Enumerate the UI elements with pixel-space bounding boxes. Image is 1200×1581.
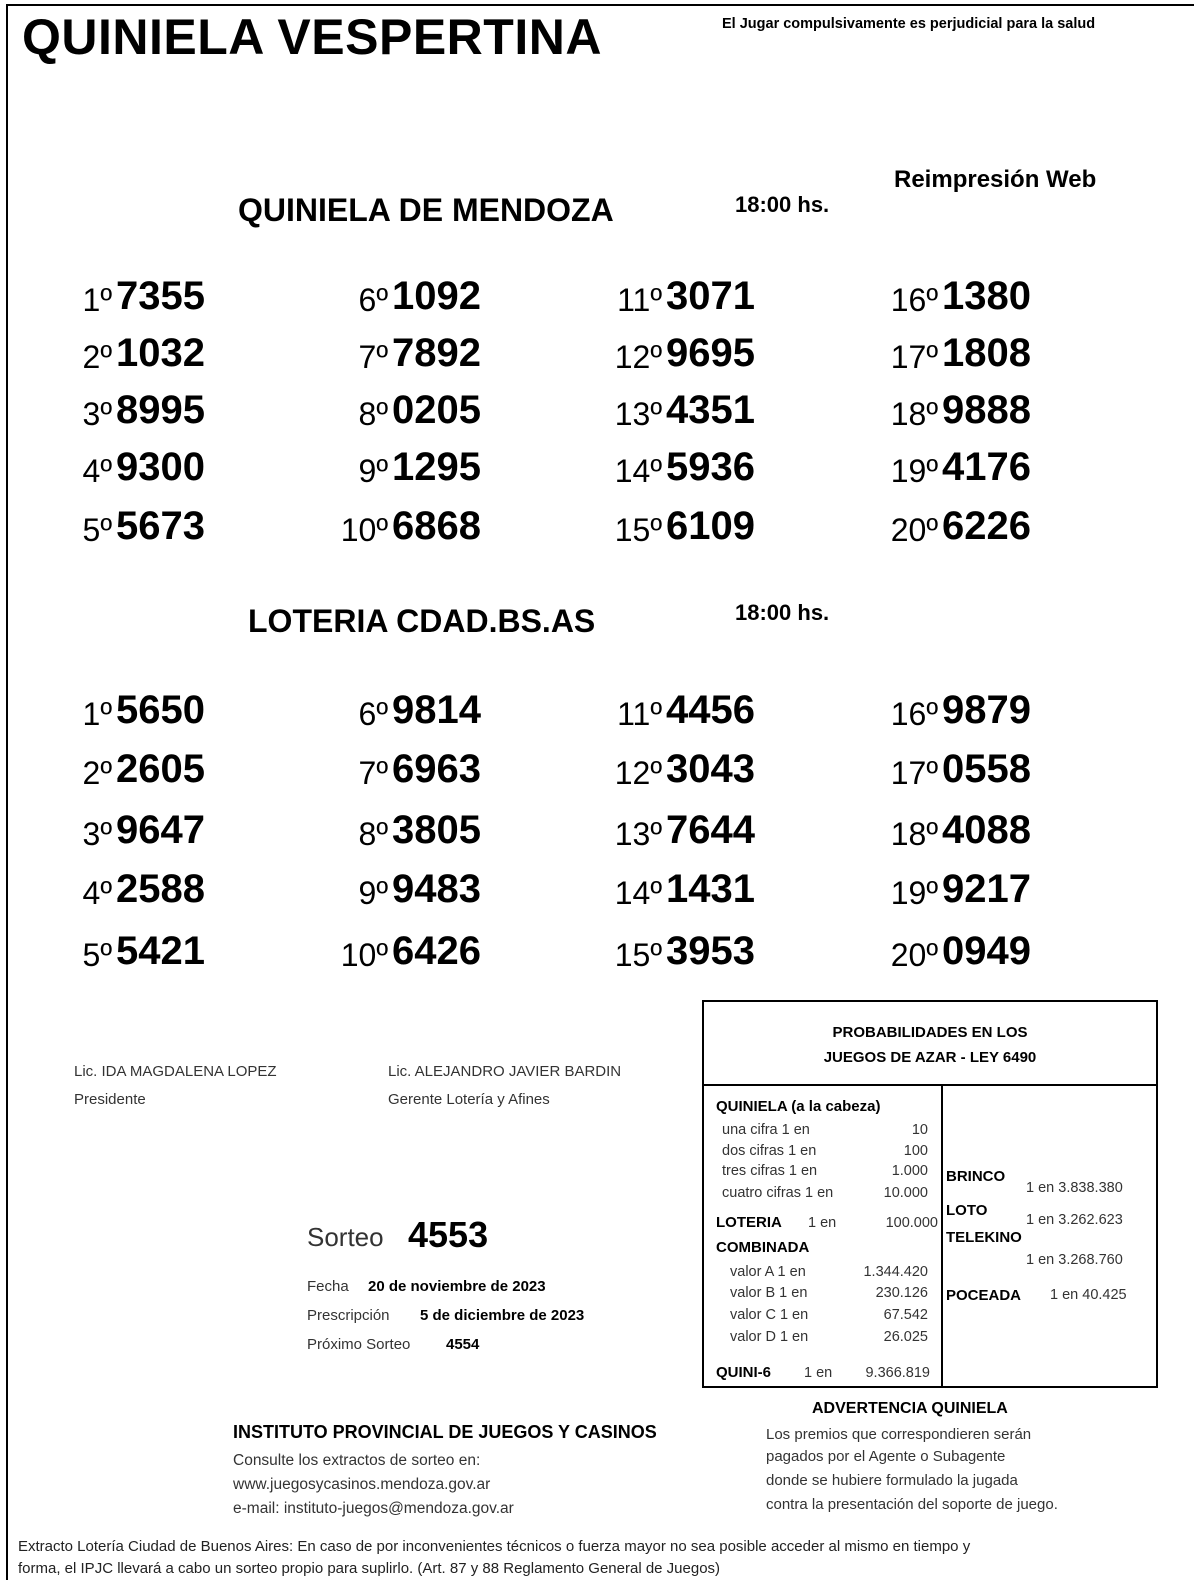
telekino-prob-label: TELEKINO [946,1229,1022,1246]
loteria-result-number: 3043 [666,747,755,791]
mendoza-result-position: 2º [82,339,112,375]
reprint-label: Reimpresión Web [894,166,1097,193]
advertencia-line: pagados por el Agente o Subagente [766,1448,1006,1465]
mendoza-result-number: 6868 [392,504,481,548]
health-warning: El Jugar compulsivamente es perjudicial para la salud [722,16,1096,32]
mendoza-result-number: 9695 [666,331,755,375]
sorteo-label: Sorteo [307,1222,384,1252]
mendoza-result-number: 9888 [942,388,1031,432]
loteria-result-number: 1431 [666,867,755,911]
loteria-result-position: 9º [358,875,388,911]
loteria-result-number: 0949 [942,929,1031,973]
prob-row-value: 100 [903,1143,928,1159]
mendoza-result-number: 7355 [116,274,205,318]
loteria-result-number: 0558 [942,747,1031,791]
loteria-result-position: 5º [82,937,112,973]
loteria-draw-time: 18:00 hs. [735,600,830,625]
mendoza-result-number: 7892 [392,331,481,375]
mendoza-section-title: QUINIELA DE MENDOZA [238,192,614,228]
loteria-result-number: 9814 [392,688,481,732]
loteria-result-number: 2588 [116,867,205,911]
president-name: Lic. IDA MAGDALENA LOPEZ [74,1063,277,1080]
prob-row-label: dos cifras 1 en [722,1143,817,1159]
brinco-prob-value: 1 en 3.838.380 [1026,1180,1123,1196]
prob-row-value: 10 [911,1122,928,1138]
prescripcion-value: 5 de diciembre de 2023 [420,1307,585,1324]
brinco-prob-label: BRINCO [946,1168,1006,1185]
mendoza-draw-time: 18:00 hs. [735,192,830,217]
loteria-result-position: 8º [358,816,388,852]
mendoza-result-number: 1295 [392,445,481,489]
loteria-result-position: 20º [890,937,938,973]
mendoza-result-position: 16º [890,282,938,318]
loteria-prob-value: 100.000 [885,1215,938,1231]
advertencia-line: Los premios que correspondieren serán [766,1426,1032,1443]
loteria-result-number: 9483 [392,867,481,911]
loteria-section-title: LOTERIA CDAD.BS.AS [248,603,596,639]
mendoza-result-number: 5673 [116,504,205,548]
legal-note-line1: Extracto Lotería Ciudad de Buenos Aires: En caso de por inconvenientes técnicos o fuerza mayor no sea posible acceder al mismo en tiempo y [18,1538,971,1555]
mendoza-result-position: 10º [340,512,388,548]
mendoza-result-position: 15º [614,512,662,548]
manager-role: Gerente Lotería y Afines [388,1091,550,1108]
mendoza-result-position: 6º [358,282,388,318]
website-link[interactable]: www.juegosycasinos.mendoza.gov.ar [233,1476,491,1493]
email-link[interactable]: e-mail: instituto-juegos@mendoza.gov.ar [233,1500,514,1517]
institute-name: INSTITUTO PROVINCIAL DE JUEGOS Y CASINOS [233,1422,657,1442]
telekino-prob-value: 1 en 3.268.760 [1026,1252,1123,1268]
proximo-value: 4554 [446,1336,480,1353]
mendoza-result-number: 4176 [942,445,1031,489]
loteria-result-position: 18º [890,816,938,852]
prob-row-label: tres cifras 1 en [722,1163,818,1179]
prob-row-value: 10.000 [883,1185,928,1201]
loteria-result-number: 4088 [942,808,1031,852]
loteria-result-number: 6426 [392,929,481,973]
probabilities-box [702,1000,1158,1388]
mendoza-result-position: 11º [617,282,662,318]
prob-row-value: 230.126 [875,1285,928,1301]
mendoza-result-position: 7º [358,339,388,375]
mendoza-result-number: 1032 [116,331,205,375]
fecha-label: Fecha [307,1278,349,1295]
advertencia-title: ADVERTENCIA QUINIELA [812,1400,1008,1417]
loto-prob-value: 1 en 3.262.623 [1026,1212,1123,1228]
mendoza-result-number: 3071 [666,274,755,318]
prescripcion-label: Prescripción [307,1307,390,1324]
prob-row-label: una cifra 1 en [722,1122,810,1138]
mendoza-result-number: 6109 [666,504,755,548]
loteria-result-number: 2605 [116,747,205,791]
loteria-result-position: 4º [82,875,112,911]
fecha-value: 20 de noviembre de 2023 [368,1278,546,1295]
mendoza-result-position: 4º [82,453,112,489]
mendoza-result-number: 6226 [942,504,1031,548]
loteria-result-position: 10º [340,937,388,973]
mendoza-result-number: 1380 [942,274,1031,318]
loteria-result-position: 16º [890,696,938,732]
proximo-label: Próximo Sorteo [307,1336,411,1353]
probabilities-header-line1: PROBABILIDADES EN LOS [832,1024,1028,1041]
mendoza-result-number: 4351 [666,388,755,432]
loteria-result-position: 7º [358,755,388,791]
advertencia-line: donde se hubiere formulado la jugada [766,1472,1018,1489]
mendoza-result-position: 14º [614,453,662,489]
prob-row-value: 26.025 [883,1329,928,1345]
mendoza-result-position: 3º [82,396,112,432]
prob-row-label: valor D 1 en [730,1329,809,1345]
prob-row-label: cuatro cifras 1 en [722,1185,834,1201]
loteria-result-number: 6963 [392,747,481,791]
loteria-result-position: 13º [614,816,662,852]
mendoza-result-number: 8995 [116,388,205,432]
loteria-result-number: 7644 [666,808,755,852]
page-title: QUINIELA VESPERTINA [22,9,602,65]
loteria-prob-label: LOTERIA [716,1214,782,1231]
president-role: Presidente [74,1091,146,1108]
loteria-result-number: 9647 [116,808,205,852]
loteria-prob-mid: 1 en [808,1215,837,1231]
prob-row-label: valor A 1 en [730,1264,806,1280]
mendoza-result-position: 12º [614,339,662,375]
mendoza-result-position: 5º [82,512,112,548]
poceada-prob-value: 1 en 40.425 [1050,1287,1127,1303]
mendoza-result-position: 18º [890,396,938,432]
mendoza-result-number: 1808 [942,331,1031,375]
mendoza-result-position: 19º [890,453,938,489]
loto-prob-label: LOTO [946,1202,988,1219]
loteria-result-number: 3953 [666,929,755,973]
loteria-result-position: 1º [82,696,112,732]
loteria-result-position: 17º [890,755,938,791]
loteria-result-position: 3º [82,816,112,852]
mendoza-result-number: 0205 [392,388,481,432]
manager-name: Lic. ALEJANDRO JAVIER BARDIN [388,1063,622,1080]
mendoza-result-position: 20º [890,512,938,548]
loteria-result-position: 12º [614,755,662,791]
combinada-prob-label: COMBINADA [716,1239,810,1256]
loteria-result-number: 9217 [942,867,1031,911]
mendoza-result-position: 8º [358,396,388,432]
probabilities-header-line2: JUEGOS DE AZAR - LEY 6490 [823,1049,1037,1066]
loteria-result-position: 15º [614,937,662,973]
prob-row-label: valor C 1 en [730,1307,809,1323]
advertencia-line: contra la presentación del soporte de juego. [766,1496,1058,1513]
prob-row-value: 1.000 [891,1163,928,1179]
legal-note-line2: forma, el IPJC llevará a cabo un sorteo propio para suplirlo. (Art. 87 y 88 Reglamento General de Juegos) [18,1560,721,1577]
loteria-result-position: 2º [82,755,112,791]
loteria-result-position: 14º [614,875,662,911]
loteria-result-number: 4456 [666,688,755,732]
loteria-result-number: 9879 [942,688,1031,732]
loteria-result-position: 11º [617,696,662,732]
probabilities-divider [941,1086,943,1388]
mendoza-result-position: 17º [890,339,938,375]
loteria-result-position: 6º [358,696,388,732]
loteria-result-number: 3805 [392,808,481,852]
loteria-result-number: 5650 [116,688,205,732]
probabilities-header [704,1002,1156,1086]
prob-row-value: 67.542 [883,1307,928,1323]
quini6-prob-value: 9.366.819 [865,1365,930,1381]
loteria-result-position: 19º [890,875,938,911]
mendoza-result-number: 9300 [116,445,205,489]
quini6-prob-label: QUINI-6 [716,1364,772,1381]
quiniela-prob-label: QUINIELA (a la cabeza) [716,1098,881,1115]
loteria-result-number: 5421 [116,929,205,973]
mendoza-result-position: 9º [358,453,388,489]
prob-row-label: valor B 1 en [730,1285,808,1301]
mendoza-result-position: 13º [614,396,662,432]
prob-row-value: 1.344.420 [863,1264,928,1280]
mendoza-result-number: 1092 [392,274,481,318]
sorteo-number: 4553 [408,1214,489,1255]
mendoza-result-number: 5936 [666,445,755,489]
consult-text: Consulte los extractos de sorteo en: [233,1452,481,1469]
quini6-prob-mid: 1 en [804,1365,833,1381]
poceada-prob-label: POCEADA [946,1287,1022,1304]
mendoza-result-position: 1º [82,282,112,318]
